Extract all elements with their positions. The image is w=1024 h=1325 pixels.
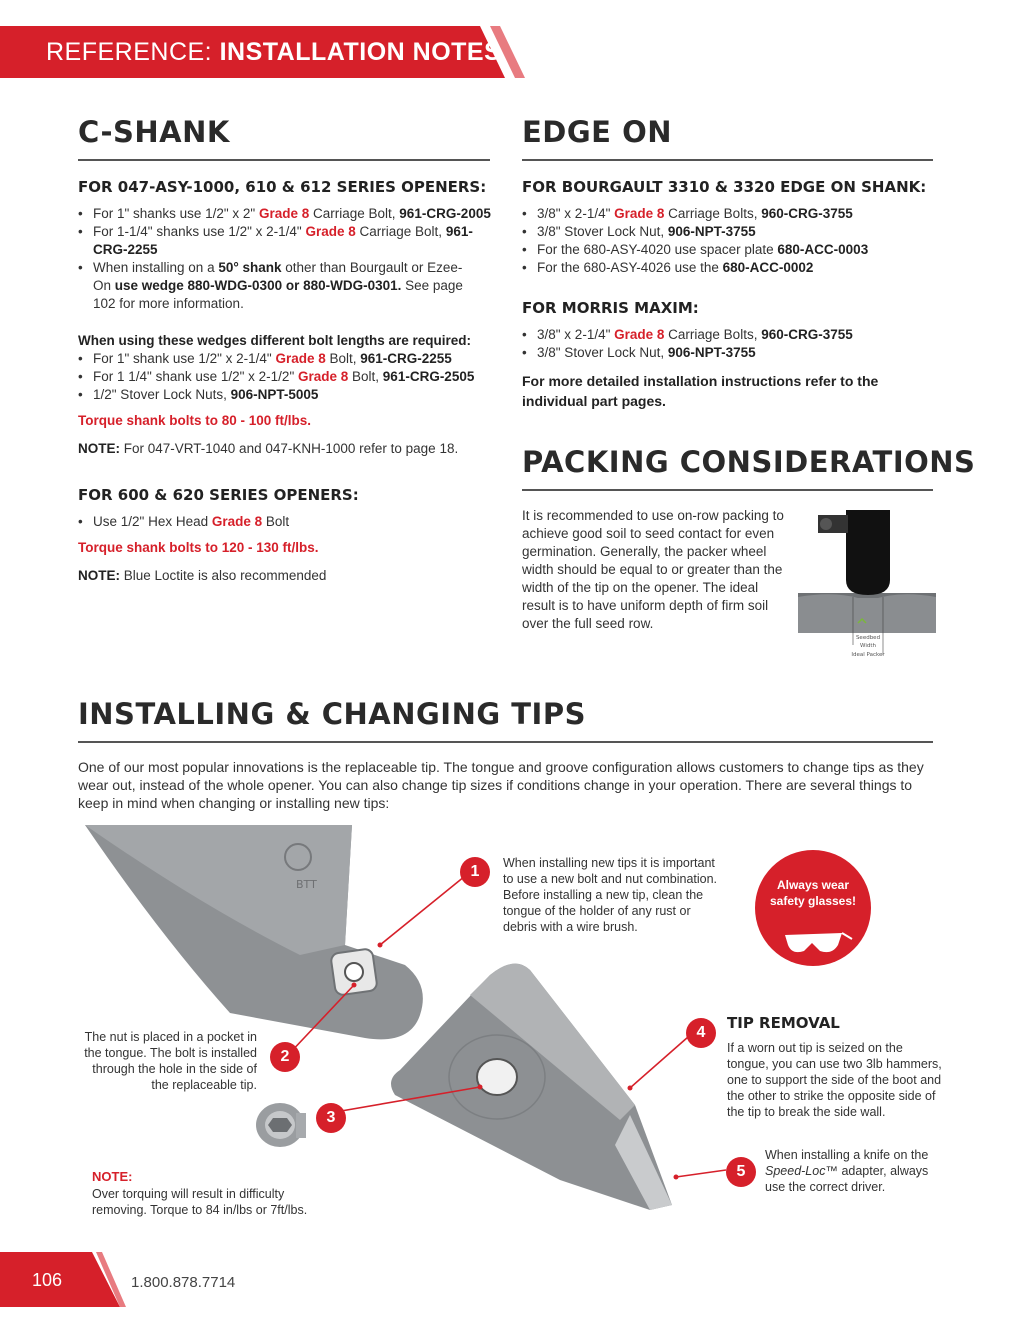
btt-logo-text: BTT xyxy=(296,878,317,891)
morris-item-2: • 3/8" Stover Lock Nut, 906-NPT-3755 xyxy=(522,344,937,362)
wedge-item-1: • For 1" shank use 1/2" x 2-1/4" Grade 8 Bolt, 961-CRG-2255 xyxy=(78,350,493,368)
callout-5: 5 xyxy=(726,1157,756,1187)
edgeon-rule xyxy=(522,159,933,161)
cshank-item-3: • When installing on a 50° shank other than Bourgault or Ezee-On use wedge 880-WDG-0300 or 880-WDG-0301. See page 102 for more information. xyxy=(78,259,493,313)
edgeon-more-info: For more detailed installation instructions refer to the individual part pages. xyxy=(522,373,879,409)
edgeon-subheading-1: FOR BOURGAULT 3310 & 3320 EDGE ON SHANK: xyxy=(522,178,927,196)
packing-rule xyxy=(522,489,933,491)
tips-note-text: Over torquing will result in difficulty removing. Torque to 84 in/lbs or 7ft/lbs. xyxy=(92,1187,308,1217)
soil-section xyxy=(798,593,936,633)
torque-note-1: Torque shank bolts to 80 - 100 ft/lbs. xyxy=(78,413,312,428)
cshank-item-1: • For 1" shanks use 1/2" x 2" Grade 8 Carriage Bolt, 961-CRG-2005 xyxy=(78,205,493,223)
footer-phone: 1.800.878.7714 xyxy=(131,1274,236,1291)
callout-5-text: When installing a knife on the Speed-Loc™ adapter, always use the correct driver. xyxy=(765,1148,929,1194)
cshank-list-1 xyxy=(78,205,493,313)
cshank-note-1: NOTE: For 047-VRT-1040 and 047-KNH-1000 refer to page 18. xyxy=(78,441,459,456)
header-title: REFERENCE: INSTALLATION NOTES xyxy=(46,38,502,66)
callout-2: 2 xyxy=(270,1042,300,1072)
edgeon-item-4: • For the 680-ASY-4026 use the 680-ACC-0002 xyxy=(522,259,937,277)
packing-title: PACKING CONSIDERATIONS xyxy=(522,445,976,479)
cshank-rule xyxy=(78,159,490,161)
packing-text: It is recommended to use on-row packing to achieve good soil to seed contact for even germination. Generally, the packer wheel width should be equal to or greater than the width of the tip on the opener. The ideal result is to have uniform depth of firm soil over the full seed row. xyxy=(522,508,784,631)
cshank-item-2: • For 1-1/4" shanks use 1/2" x 2-1/4" Grade 8 Carriage Bolt, 961-CRG-2255 xyxy=(78,223,493,259)
tips-note-label: NOTE: xyxy=(92,1169,133,1184)
cshank-title: C-SHANK xyxy=(78,115,230,149)
callout-1: 1 xyxy=(460,857,490,887)
diagram-label-seedbed: Seedbed xyxy=(855,635,881,641)
page-number: 106 xyxy=(32,1270,63,1290)
wedge-item-2: • For 1 1/4" shank use 1/2" x 2-1/2" Grade 8 Bolt, 961-CRG-2505 xyxy=(78,368,493,386)
wedge-heading: When using these wedges different bolt lengths are required: xyxy=(78,333,472,348)
cshank-subheading-2: FOR 600 & 620 SERIES OPENERS: xyxy=(78,486,359,504)
edgeon-subheading-2: FOR MORRIS MAXIM: xyxy=(522,299,699,317)
cshank-list-2 xyxy=(78,350,493,404)
tip-removal-text: If a worn out tip is seized on the tongue, you can use two 3lb hammers, one to support the side of the boot and the other to strike the opposite side of the tip to break the side wall. xyxy=(727,1041,942,1119)
edgeon-list-1 xyxy=(522,205,937,277)
packer-tip xyxy=(846,510,890,595)
tip-bolt-hole xyxy=(477,1059,517,1095)
callout-2-text: The nut is placed in a pocket in the tongue. The bolt is installed through the hole in the side of the replaceable tip. xyxy=(84,1030,257,1092)
diagram-label-width: Width xyxy=(860,643,876,649)
tips-rule xyxy=(78,741,933,743)
edgeon-item-2: • 3/8" Stover Lock Nut, 906-NPT-3755 xyxy=(522,223,937,241)
tip-removal-title: TIP REMOVAL xyxy=(727,1014,840,1032)
safety-badge-text: Always wear safety glasses! xyxy=(769,878,857,908)
torque-note-2: Torque shank bolts to 120 - 130 ft/lbs. xyxy=(78,540,319,555)
morris-item-1: • 3/8" x 2-1/4" Grade 8 Carriage Bolts, 960-CRG-3755 xyxy=(522,326,937,344)
cshank-list-3 xyxy=(78,513,493,531)
diagram-label-packer: Ideal Packer xyxy=(851,652,885,658)
packer-diagram xyxy=(798,505,936,660)
edgeon-item-1: • 3/8" x 2-1/4" Grade 8 Carriage Bolts, 960-CRG-3755 xyxy=(522,205,937,223)
cshank-note-2: NOTE: Blue Loctite is also recommended xyxy=(78,568,327,583)
callout-1-text: When installing new tips it is important to use a new bolt and nut combination. Before installing a new tip, clean the tongue of the holder of any rust or debris with a wire brush. xyxy=(503,856,718,934)
tips-intro: One of our most popular innovations is the replaceable tip. The tongue and groove configuration allows customers to change tips as they wear out, instead of the whole opener. You can also change tip sizes if conditions change in your operation. There are several things to keep in mind when changing or installing new tips: xyxy=(78,759,924,811)
series600-item-1: • Use 1/2" Hex Head Grade 8 Bolt xyxy=(78,513,493,531)
edgeon-title: EDGE ON xyxy=(522,115,673,149)
cshank-subheading-1: FOR 047-ASY-1000, 610 & 612 SERIES OPENERS: xyxy=(78,178,487,196)
callout-4: 4 xyxy=(686,1018,716,1048)
callout-3: 3 xyxy=(316,1103,346,1133)
tips-title: INSTALLING & CHANGING TIPS xyxy=(78,697,586,731)
edgeon-item-3: • For the 680-ASY-4020 use spacer plate 680-ACC-0003 xyxy=(522,241,937,259)
edgeon-list-2 xyxy=(522,326,937,362)
wedge-item-3: • 1/2" Stover Lock Nuts, 906-NPT-5005 xyxy=(78,386,493,404)
